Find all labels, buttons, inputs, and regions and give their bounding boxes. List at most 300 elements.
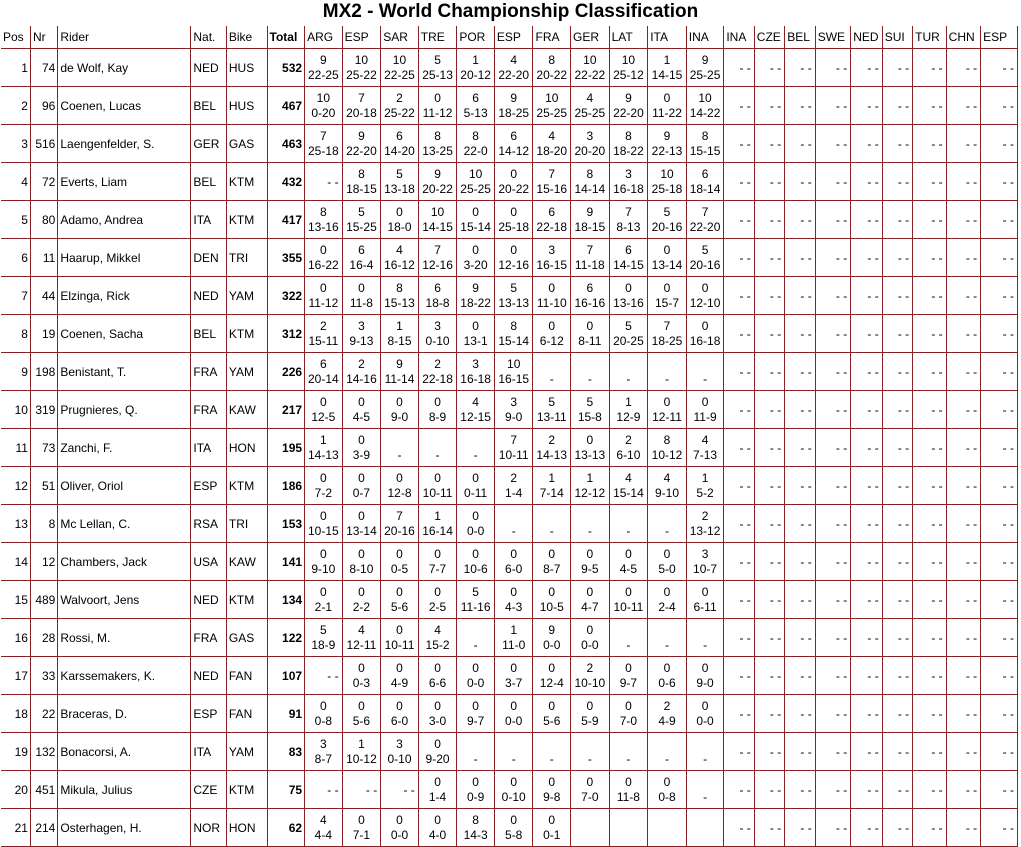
race-points: 3	[701, 546, 709, 561]
race-result-cell	[418, 391, 457, 429]
cell-rider[interactable]: Benistant, T.	[58, 353, 191, 391]
race-empty-cell: - -	[815, 543, 851, 581]
cell-total: 75	[267, 771, 305, 809]
race-empty-cell: - -	[913, 809, 947, 847]
race-result-cell	[342, 581, 381, 619]
race-points: 3	[320, 736, 327, 751]
race-empty-cell: - -	[946, 277, 981, 315]
race-positions: 13-16	[307, 219, 339, 234]
race-points: 1	[663, 52, 671, 67]
cell-nat: ESP	[191, 695, 227, 733]
race-points: 0	[625, 546, 632, 561]
race-positions: 0-10	[387, 751, 412, 766]
col-header-race[interactable]: BEL	[785, 26, 815, 49]
race-positions: -	[435, 447, 440, 462]
race-positions: 5-6	[543, 713, 561, 728]
race-points: 7	[548, 166, 556, 181]
race-points: 1	[625, 394, 632, 409]
cell-rider[interactable]: Chambers, Jack	[58, 543, 191, 581]
race-points: 7	[320, 128, 327, 143]
cell-rider[interactable]: Haarup, Mikkel	[58, 239, 191, 277]
cell-rider[interactable]: Bonacorsi, A.	[58, 733, 191, 771]
race-positions: 14-13	[536, 447, 568, 462]
race-result-cell	[686, 125, 724, 163]
race-empty-cell: - -	[981, 771, 1018, 809]
race-empty-cell: - -	[946, 163, 981, 201]
race-positions: 13-25	[422, 143, 453, 158]
race-points: 0	[548, 584, 556, 599]
race-positions: 11-10	[536, 295, 567, 310]
race-empty-cell: - -	[946, 581, 981, 619]
race-points: 9	[358, 128, 365, 143]
race-positions: 14-15	[613, 257, 644, 272]
race-result-cell	[609, 315, 648, 353]
race-empty-cell: - -	[381, 771, 419, 809]
race-points: 0	[320, 508, 327, 523]
col-header-race[interactable]: CZE	[754, 26, 784, 49]
race-points: 9	[510, 90, 518, 105]
cell-rider[interactable]: Zanchi, F.	[58, 429, 191, 467]
race-positions: 22-13	[651, 143, 683, 158]
race-result-cell	[418, 733, 457, 771]
race-empty-cell: - -	[882, 771, 912, 809]
race-result-cell	[342, 543, 381, 581]
race-positions: 3-20	[463, 257, 488, 272]
cell-rider[interactable]: Rossi, M.	[58, 619, 191, 657]
race-empty-cell: - -	[946, 429, 981, 467]
race-points: 0	[586, 698, 594, 713]
race-points: 0	[358, 470, 365, 485]
race-result-cell	[533, 391, 571, 429]
race-empty-cell: - -	[981, 49, 1018, 87]
race-empty-cell: - -	[913, 429, 947, 467]
race-empty-cell: - -	[724, 49, 754, 87]
race-points: 0	[396, 584, 403, 599]
cell-rider[interactable]: Braceras, D.	[58, 695, 191, 733]
col-header-race[interactable]: ARG	[305, 26, 343, 49]
race-points: 0	[548, 280, 556, 295]
cell-rider[interactable]: Coenen, Sacha	[58, 315, 191, 353]
race-result-cell	[571, 505, 610, 543]
cell-pos: 18	[1, 695, 30, 733]
col-header-race[interactable]: ESP	[494, 26, 533, 49]
col-header-nat[interactable]: Nat.	[191, 26, 227, 49]
race-positions: -	[549, 751, 554, 766]
cell-rider[interactable]: Oliver, Oriol	[58, 467, 191, 505]
race-positions: 25-22	[346, 67, 377, 82]
race-positions: 10-11	[422, 485, 453, 500]
race-empty-cell: - -	[724, 657, 754, 695]
race-points: 1	[472, 52, 479, 67]
race-points: 0	[358, 812, 365, 827]
race-points: 0	[358, 584, 365, 599]
race-empty-cell: - -	[851, 391, 882, 429]
cell-total: 467	[267, 87, 305, 125]
cell-nr: 214	[30, 809, 57, 847]
race-empty-cell: - -	[785, 467, 815, 505]
race-empty-cell: - -	[946, 467, 981, 505]
race-result-cell	[418, 809, 457, 847]
race-result-cell	[648, 49, 687, 87]
race-empty-cell: - -	[815, 201, 851, 239]
col-header-race[interactable]: INA	[686, 26, 724, 49]
race-points: 0	[625, 584, 632, 599]
race-positions: 13-1	[463, 333, 488, 348]
race-points: 0	[472, 508, 479, 523]
race-positions: 10-11	[613, 599, 644, 614]
race-points: 2	[625, 432, 632, 447]
race-points: 0	[548, 774, 556, 789]
race-result-cell	[648, 657, 687, 695]
race-points	[648, 623, 686, 638]
race-empty-cell: - -	[754, 505, 784, 543]
race-empty-cell: - -	[815, 581, 851, 619]
race-empty-cell: - -	[946, 239, 981, 277]
race-points: 4	[548, 128, 556, 143]
race-empty-cell: - -	[981, 315, 1018, 353]
race-points: 0	[320, 470, 327, 485]
race-result-cell	[381, 201, 419, 239]
race-result-cell	[533, 429, 571, 467]
race-points: 9	[434, 166, 441, 181]
race-empty-cell: - -	[815, 163, 851, 201]
race-positions: 6-0	[505, 561, 523, 576]
race-points: 4	[701, 432, 709, 447]
race-empty-cell: - -	[851, 163, 882, 201]
race-result-cell	[609, 429, 648, 467]
race-positions: 5-13	[463, 105, 488, 120]
race-result-cell	[342, 277, 381, 315]
race-empty-cell: - -	[882, 619, 912, 657]
race-positions: 25-18	[307, 143, 339, 158]
col-header-race[interactable]: ESP	[342, 26, 381, 49]
race-points	[610, 623, 648, 638]
cell-bike: FAN	[226, 657, 267, 695]
race-result-cell	[457, 505, 495, 543]
race-result-cell	[342, 201, 381, 239]
race-result-cell	[381, 49, 419, 87]
cell-bike: KAW	[226, 391, 267, 429]
race-positions: 10-10	[574, 675, 606, 690]
race-points: 0	[625, 698, 632, 713]
cell-rider[interactable]: Everts, Liam	[58, 163, 191, 201]
race-points: 0	[472, 774, 479, 789]
race-points: 4	[472, 394, 479, 409]
race-result-cell	[609, 125, 648, 163]
race-empty-cell: - -	[946, 353, 981, 391]
cell-bike: KTM	[226, 163, 267, 201]
race-points: 8	[472, 128, 479, 143]
col-header-race[interactable]: SAR	[381, 26, 419, 49]
race-positions: 13-13	[574, 447, 606, 462]
race-result-cell	[648, 201, 687, 239]
race-result-cell	[381, 581, 419, 619]
race-result-cell	[648, 125, 687, 163]
race-positions: 3-0	[428, 713, 447, 728]
race-result-cell	[457, 277, 495, 315]
cell-nr: 74	[30, 49, 57, 87]
race-empty-cell: - -	[981, 695, 1018, 733]
race-points: 0	[358, 660, 365, 675]
race-positions: 12-16	[422, 257, 453, 272]
race-points: 8	[586, 166, 594, 181]
race-result-cell	[609, 201, 648, 239]
race-empty-cell: - -	[815, 87, 851, 125]
race-positions: 4-9	[390, 675, 409, 690]
race-positions: 10-12	[651, 447, 683, 462]
race-result-cell	[648, 733, 687, 771]
race-positions: 22-22	[574, 67, 606, 82]
race-points: 5	[396, 166, 403, 181]
race-positions: 15-25	[346, 219, 377, 234]
race-result-cell	[686, 163, 724, 201]
race-empty-cell: - -	[724, 809, 754, 847]
col-header-bike[interactable]: Bike	[226, 26, 267, 49]
race-empty-cell: - -	[882, 657, 912, 695]
race-positions: 14-15	[422, 219, 453, 234]
col-header-race[interactable]: LAT	[609, 26, 648, 49]
race-empty-cell: - -	[882, 87, 912, 125]
race-result-cell	[494, 49, 533, 87]
race-positions: 0-6	[658, 675, 676, 690]
col-header-race[interactable]: TRE	[418, 26, 457, 49]
race-positions: 20-22	[422, 181, 453, 196]
race-points: 8	[358, 166, 365, 181]
race-positions: 16-12	[384, 257, 415, 272]
race-result-cell	[305, 695, 343, 733]
race-empty-cell: - -	[851, 581, 882, 619]
race-positions: 11-18	[574, 257, 605, 272]
race-points	[571, 813, 609, 828]
race-result-cell	[418, 467, 457, 505]
race-result-cell	[457, 467, 495, 505]
race-points: 0	[701, 318, 709, 333]
race-positions: 2-5	[428, 599, 447, 614]
cell-nr: 451	[30, 771, 57, 809]
race-points: 6	[472, 90, 479, 105]
race-result-cell	[571, 391, 610, 429]
race-positions: 22-20	[613, 105, 644, 120]
cell-nat: FRA	[191, 619, 227, 657]
col-header-race[interactable]: INA	[724, 26, 754, 49]
col-header-race[interactable]: FRA	[533, 26, 571, 49]
col-header-nr[interactable]: Nr	[30, 26, 57, 49]
race-result-cell	[609, 771, 648, 809]
race-result-cell	[533, 771, 571, 809]
race-positions: 6-12	[539, 333, 564, 348]
race-empty-cell: - -	[913, 619, 947, 657]
race-positions: 7-7	[428, 561, 447, 576]
race-points: 10	[392, 52, 407, 67]
cell-nr: 319	[30, 391, 57, 429]
race-result-cell	[457, 315, 495, 353]
cell-rider[interactable]: de Wolf, Kay	[58, 49, 191, 87]
race-points: 0	[510, 698, 518, 713]
race-positions: 22-25	[384, 67, 415, 82]
race-empty-cell: - -	[724, 277, 754, 315]
col-header-total[interactable]: Total	[267, 26, 305, 49]
race-positions: 14-13	[307, 447, 339, 462]
race-result-cell	[494, 353, 533, 391]
cell-rider[interactable]: Elzinga, Rick	[58, 277, 191, 315]
cell-total: 195	[267, 429, 305, 467]
cell-total: 141	[267, 543, 305, 581]
race-positions: 1-4	[505, 485, 523, 500]
cell-rider[interactable]: Mikula, Julius	[58, 771, 191, 809]
race-empty-cell: - -	[981, 277, 1018, 315]
race-empty-cell: - -	[785, 581, 815, 619]
race-empty-cell: - -	[785, 163, 815, 201]
race-result-cell	[305, 239, 343, 277]
cell-pos: 17	[1, 657, 30, 695]
race-result-cell	[342, 87, 381, 125]
race-positions: 16-15	[536, 257, 568, 272]
col-header-race[interactable]: SWE	[815, 26, 851, 49]
race-positions: 20-22	[498, 181, 530, 196]
cell-rider[interactable]: Walvoort, Jens	[58, 581, 191, 619]
cell-nat: RSA	[191, 505, 227, 543]
race-points: 6	[625, 242, 632, 257]
cell-pos: 12	[1, 467, 30, 505]
race-points: 0	[625, 660, 632, 675]
race-positions	[648, 828, 686, 843]
cell-total: 312	[267, 315, 305, 353]
col-header-race[interactable]: ITA	[648, 26, 687, 49]
cell-nr: 198	[30, 353, 57, 391]
race-result-cell	[342, 353, 381, 391]
race-points: 10	[660, 166, 674, 181]
col-header-race[interactable]: GER	[571, 26, 610, 49]
race-empty-cell: - -	[785, 733, 815, 771]
race-positions: 14-12	[498, 143, 530, 158]
race-result-cell	[342, 657, 381, 695]
race-result-cell	[609, 505, 648, 543]
race-empty-cell: - -	[851, 277, 882, 315]
cell-rider[interactable]: Mc Lellan, C.	[58, 505, 191, 543]
race-empty-cell: - -	[913, 695, 947, 733]
race-positions: 20-18	[346, 105, 377, 120]
race-points: 7	[396, 508, 403, 523]
race-empty-cell: - -	[754, 429, 784, 467]
race-positions: 12-4	[539, 675, 564, 690]
cell-pos: 2	[1, 87, 30, 125]
race-positions: 7-0	[619, 713, 638, 728]
race-result-cell	[686, 315, 724, 353]
race-points: 10	[621, 52, 636, 67]
race-positions: 0-11	[464, 485, 488, 500]
race-empty-cell: - -	[724, 239, 754, 277]
race-empty-cell: - -	[785, 429, 815, 467]
race-points: 10	[354, 52, 369, 67]
col-header-rider[interactable]: Rider	[58, 26, 191, 49]
race-empty-cell: - -	[754, 467, 784, 505]
race-points: 1	[434, 508, 441, 523]
cell-total: 226	[267, 353, 305, 391]
race-positions: 20-16	[689, 257, 721, 272]
race-points	[687, 623, 724, 638]
race-points: 0	[396, 698, 403, 713]
race-result-cell	[342, 809, 381, 847]
cell-nat: GER	[191, 125, 227, 163]
cell-nr: 51	[30, 467, 57, 505]
race-positions: 12-15	[460, 409, 491, 424]
cell-rider[interactable]: Karssemakers, K.	[58, 657, 191, 695]
cell-total: 107	[267, 657, 305, 695]
race-positions: 16-18	[613, 181, 644, 196]
race-result-cell	[418, 277, 457, 315]
col-header-race[interactable]: CHN	[946, 26, 981, 49]
cell-pos: 8	[1, 315, 30, 353]
cell-rider[interactable]: Coenen, Lucas	[58, 87, 191, 125]
race-empty-cell: - -	[946, 695, 981, 733]
race-result-cell	[342, 239, 381, 277]
race-empty-cell: - -	[754, 809, 784, 847]
race-points: 0	[434, 736, 441, 751]
race-positions: -	[703, 637, 708, 652]
race-empty-cell: - -	[815, 277, 851, 315]
cell-rider[interactable]: Prugnieres, Q.	[58, 391, 191, 429]
race-positions: 0-8	[658, 789, 676, 804]
race-result-cell	[686, 277, 724, 315]
race-positions: 15-11	[308, 333, 339, 348]
table-row	[1, 505, 1018, 543]
race-points	[457, 737, 494, 752]
col-header-race[interactable]: POR	[457, 26, 495, 49]
cell-nat: DEN	[191, 239, 227, 277]
race-result-cell	[533, 353, 571, 391]
col-header-race[interactable]: SUI	[882, 26, 912, 49]
cell-rider[interactable]: Osterhagen, H.	[58, 809, 191, 847]
race-points: 0	[434, 698, 441, 713]
race-empty-cell: - -	[981, 733, 1018, 771]
race-positions	[687, 828, 724, 843]
race-empty-cell: - -	[946, 125, 981, 163]
col-header-race[interactable]: NED	[851, 26, 882, 49]
table-body	[1, 49, 1018, 847]
race-empty-cell: - -	[946, 315, 981, 353]
race-result-cell	[686, 809, 724, 847]
cell-nat: NOR	[191, 809, 227, 847]
col-header-pos[interactable]: Pos	[1, 26, 30, 49]
race-points: 6	[434, 280, 441, 295]
table-row	[1, 315, 1018, 353]
cell-rider[interactable]: Laengenfelder, S.	[58, 125, 191, 163]
cell-pos: 5	[1, 201, 30, 239]
table-row	[1, 277, 1018, 315]
race-positions: 0-0	[390, 827, 409, 842]
race-points: 9	[472, 280, 479, 295]
race-positions: 25-13	[422, 67, 453, 82]
race-positions: 20-12	[460, 67, 491, 82]
race-points: 9	[701, 52, 709, 67]
race-points	[533, 357, 570, 372]
race-positions: 14-20	[384, 143, 415, 158]
col-header-race[interactable]: TUR	[913, 26, 947, 49]
race-points: 4	[510, 52, 518, 67]
race-empty-cell: - -	[785, 353, 815, 391]
race-positions: 8-10	[349, 561, 374, 576]
race-positions: 7-2	[314, 485, 333, 500]
cell-rider[interactable]: Adamo, Andrea	[58, 201, 191, 239]
race-positions: 14-16	[346, 371, 377, 386]
cell-total: 217	[267, 391, 305, 429]
col-header-race[interactable]: ESP	[981, 26, 1018, 49]
race-points: 5	[320, 622, 327, 637]
race-points: 7	[701, 204, 709, 219]
cell-bike: YAM	[226, 277, 267, 315]
race-points: 3	[548, 242, 556, 257]
race-points	[571, 509, 609, 524]
